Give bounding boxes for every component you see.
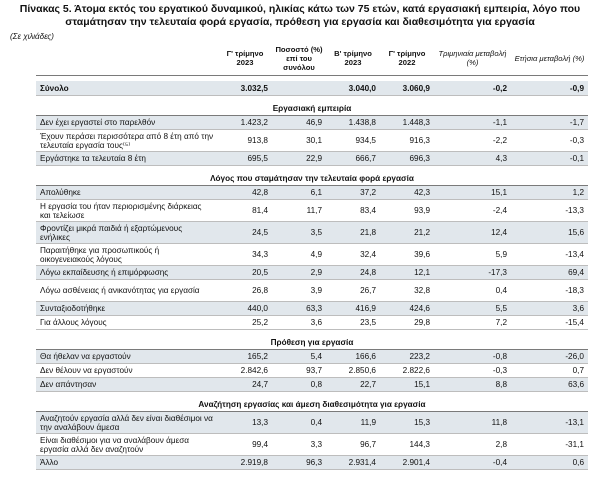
cell: -26,0	[511, 350, 588, 364]
cell: 32,8	[380, 280, 434, 302]
cell: 440,0	[218, 302, 272, 316]
cell: 223,2	[380, 350, 434, 364]
cell: 144,3	[380, 434, 434, 456]
header-cell: Β' τρίμηνο 2023	[326, 41, 380, 76]
cell: 0,8	[272, 378, 326, 392]
cell: 42,8	[218, 186, 272, 200]
cell: 93,7	[272, 364, 326, 378]
cell: 81,4	[218, 200, 272, 222]
cell: 25,2	[218, 316, 272, 330]
cell: 96,7	[326, 434, 380, 456]
table-row	[36, 280, 588, 302]
row-label: Απολύθηκε	[36, 186, 218, 200]
row-label: Λόγω ασθένειας ή ανικανότητας για εργασία	[36, 280, 218, 302]
row-label: Δεν απάντησαν	[36, 378, 218, 392]
table-row	[36, 364, 588, 378]
cell: -1,1	[434, 116, 511, 130]
section-header-row	[36, 171, 588, 186]
cell: 21,2	[380, 222, 434, 244]
cell: 2.931,4	[326, 456, 380, 470]
cell: 5,4	[272, 350, 326, 364]
cell: 11,7	[272, 200, 326, 222]
table-row	[36, 222, 588, 244]
cell: 11,9	[326, 412, 380, 434]
table-row	[36, 244, 588, 266]
cell: 8,8	[434, 378, 511, 392]
header-cell: Γ' τρίμηνο 2022	[380, 41, 434, 76]
row-label: Άλλο	[36, 456, 218, 470]
cell: 63,6	[511, 378, 588, 392]
header-cell	[36, 41, 218, 76]
cell: 916,3	[380, 130, 434, 152]
cell: 83,4	[326, 200, 380, 222]
cell: 165,2	[218, 350, 272, 364]
cell: 15,1	[380, 378, 434, 392]
cell: 3,3	[272, 434, 326, 456]
units-note: (Σε χιλιάδες)	[10, 32, 54, 41]
cell: 3.060,9	[380, 81, 434, 96]
table-row	[36, 378, 588, 392]
cell: 12,4	[434, 222, 511, 244]
cell: 424,6	[380, 302, 434, 316]
cell: 37,2	[326, 186, 380, 200]
cell: -31,1	[511, 434, 588, 456]
table-row	[36, 266, 588, 280]
header-cell: Γ' τρίμηνο 2023	[218, 41, 272, 76]
cell: 20,5	[218, 266, 272, 280]
cell: 1,2	[511, 186, 588, 200]
cell: 3,9	[272, 280, 326, 302]
cell: 1.423,2	[218, 116, 272, 130]
cell: 2.919,8	[218, 456, 272, 470]
cell: 695,5	[218, 152, 272, 166]
cell: -2,4	[434, 200, 511, 222]
data-table	[36, 41, 588, 470]
cell: -0,9	[511, 81, 588, 96]
cell: 2.822,6	[380, 364, 434, 378]
section-title: Λόγος που σταμάτησαν την τελευταία φορά εργασία	[36, 171, 588, 186]
cell: 2,9	[272, 266, 326, 280]
cell: 666,7	[326, 152, 380, 166]
cell: 6,1	[272, 186, 326, 200]
cell: 0,7	[511, 364, 588, 378]
table-row	[36, 200, 588, 222]
cell: 34,3	[218, 244, 272, 266]
cell: 1.448,3	[380, 116, 434, 130]
cell: 22,7	[326, 378, 380, 392]
cell: -0,3	[511, 130, 588, 152]
cell: 69,4	[511, 266, 588, 280]
cell: 934,5	[326, 130, 380, 152]
cell: 99,4	[218, 434, 272, 456]
header-row	[36, 41, 588, 76]
cell: 0,6	[511, 456, 588, 470]
cell: 23,5	[326, 316, 380, 330]
cell: 39,6	[380, 244, 434, 266]
cell: -0,8	[434, 350, 511, 364]
cell: 32,4	[326, 244, 380, 266]
header-cell: Ετήσια μεταβολή (%)	[511, 41, 588, 76]
cell: 3,6	[511, 302, 588, 316]
header-cell: Τριμηνιαία μεταβολή (%)	[434, 41, 511, 76]
cell: -13,3	[511, 200, 588, 222]
cell: -13,4	[511, 244, 588, 266]
cell: 11,8	[434, 412, 511, 434]
cell: 29,8	[380, 316, 434, 330]
cell: 4,9	[272, 244, 326, 266]
row-label: Φροντίζει μικρά παιδιά ή εξαρτώμενους ενήλικες	[36, 222, 218, 244]
cell: 0,4	[434, 280, 511, 302]
cell: -0,1	[511, 152, 588, 166]
cell: 21,8	[326, 222, 380, 244]
table-row	[36, 152, 588, 166]
section-header-row	[36, 397, 588, 412]
row-label: Δεν έχει εργαστεί στο παρελθόν	[36, 116, 218, 130]
cell: 0,4	[272, 412, 326, 434]
row-label: Έχουν περάσει περισσότερα από 8 έτη από την τελευταία εργασία τους⁽⁵⁾	[36, 130, 218, 152]
table-row	[36, 116, 588, 130]
cell: 24,7	[218, 378, 272, 392]
row-label: Για άλλους λόγους	[36, 316, 218, 330]
cell: 13,3	[218, 412, 272, 434]
section-header-row	[36, 335, 588, 350]
row-label: Παραιτήθηκε για προσωπικούς ή οικογενειακούς λόγους	[36, 244, 218, 266]
cell: 12,1	[380, 266, 434, 280]
cell: 2.901,4	[380, 456, 434, 470]
section-title: Αναζήτηση εργασίας και άμεση διαθεσιμότητα για εργασία	[36, 397, 588, 412]
cell: 913,8	[218, 130, 272, 152]
cell: -0,2	[434, 81, 511, 96]
table-row	[36, 456, 588, 470]
row-label: Θα ήθελαν να εργαστούν	[36, 350, 218, 364]
cell: -1,7	[511, 116, 588, 130]
cell: 22,9	[272, 152, 326, 166]
table-row	[36, 316, 588, 330]
cell: 24,8	[326, 266, 380, 280]
cell: -0,4	[434, 456, 511, 470]
cell: 166,6	[326, 350, 380, 364]
header-cell: Ποσοστό (%) επί του συνόλου	[272, 41, 326, 76]
section-header-row	[36, 101, 588, 116]
table-row	[36, 434, 588, 456]
cell: -13,1	[511, 412, 588, 434]
total-row	[36, 81, 588, 96]
row-label: Αναζητούν εργασία αλλά δεν είναι διαθέσιμοι να την αναλάβουν άμεσα	[36, 412, 218, 434]
cell: 7,2	[434, 316, 511, 330]
cell: 30,1	[272, 130, 326, 152]
cell: 2.842,6	[218, 364, 272, 378]
row-label: Είναι διαθέσιμοι για να αναλάβουν άμεσα εργασία αλλά δεν αναζητούν	[36, 434, 218, 456]
cell: 4,3	[434, 152, 511, 166]
cell: 96,3	[272, 456, 326, 470]
cell: 15,3	[380, 412, 434, 434]
cell: 42,3	[380, 186, 434, 200]
table-row	[36, 302, 588, 316]
row-label: Η εργασία του ήταν περιορισμένης διάρκειας και τελείωσε	[36, 200, 218, 222]
cell: 2,8	[434, 434, 511, 456]
table-row	[36, 130, 588, 152]
row-label: Συνταξιοδοτήθηκε	[36, 302, 218, 316]
cell: 5,5	[434, 302, 511, 316]
cell: 63,3	[272, 302, 326, 316]
cell: 5,9	[434, 244, 511, 266]
cell: -15,4	[511, 316, 588, 330]
cell: 24,5	[218, 222, 272, 244]
cell: 3,6	[272, 316, 326, 330]
section-title: Πρόθεση για εργασία	[36, 335, 588, 350]
row-label: Δεν θέλουν να εργαστούν	[36, 364, 218, 378]
row-label: Εργάστηκε τα τελευταία 8 έτη	[36, 152, 218, 166]
table-title: Πίνακας 5. Άτομα εκτός του εργατικού δυναμικού, ηλικίας κάτω των 75 ετών, κατά εργασιακή εμπειρία, λόγο που σταμάτησαν την τελευταία φορά εργασία, πρόθεση για εργασία και διαθεσιμότητα για εργασία	[19, 3, 581, 28]
cell: -18,3	[511, 280, 588, 302]
cell: 93,9	[380, 200, 434, 222]
row-label: Σύνολο	[36, 81, 218, 96]
cell: 15,6	[511, 222, 588, 244]
cell: -17,3	[434, 266, 511, 280]
cell: 26,8	[218, 280, 272, 302]
cell: 2.850,6	[326, 364, 380, 378]
cell: 3.032,5	[218, 81, 272, 96]
cell: -2,2	[434, 130, 511, 152]
table-row	[36, 186, 588, 200]
table-row	[36, 350, 588, 364]
cell: 416,9	[326, 302, 380, 316]
cell: 3.040,0	[326, 81, 380, 96]
table-row	[36, 412, 588, 434]
section-title: Εργασιακή εμπειρία	[36, 101, 588, 116]
row-label: Λόγω εκπαίδευσης ή επιμόρφωσης	[36, 266, 218, 280]
cell: 46,9	[272, 116, 326, 130]
table-body	[36, 76, 588, 470]
cell: 1.438,8	[326, 116, 380, 130]
cell: 3,5	[272, 222, 326, 244]
cell: 696,3	[380, 152, 434, 166]
cell: -0,3	[434, 364, 511, 378]
cell: 15,1	[434, 186, 511, 200]
cell	[272, 81, 326, 96]
cell: 26,7	[326, 280, 380, 302]
